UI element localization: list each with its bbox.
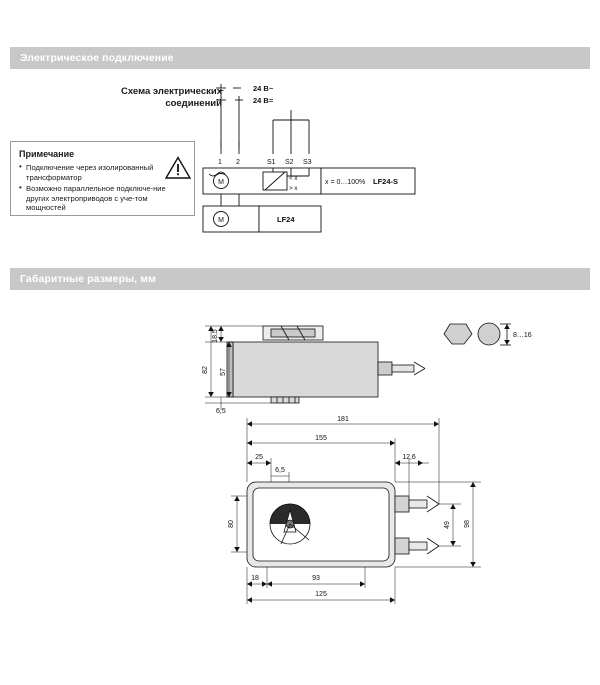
- section-header-electrical: [10, 47, 590, 69]
- dim-93: 93: [312, 575, 320, 582]
- section-title-dimensions: Габаритные размеры, мм: [20, 273, 156, 285]
- feedback-gt-label: > x: [289, 185, 298, 192]
- dim-6-5: 6,5: [275, 467, 285, 474]
- supply-label-dc: 24 В=: [253, 96, 274, 105]
- terminal-label: S1: [267, 159, 276, 166]
- dim-18: 18: [251, 575, 259, 582]
- wiring-diagram-title-line2: соединений: [165, 98, 222, 109]
- feedback-lt-label: < x: [289, 175, 298, 182]
- dimension-drawing: [185, 300, 545, 625]
- dim-8-16: 8…16: [513, 332, 532, 339]
- terminal-label: 1: [218, 159, 222, 166]
- dim-155: 155: [315, 435, 327, 442]
- list-item: • Возможно параллельное подключе-ние других электроприводов с уче-том мощностей: [19, 184, 186, 213]
- dim-12-6: 12,6: [402, 454, 416, 461]
- wiring-diagram-title-line1: Схема электрических: [121, 86, 222, 97]
- dim-82: 82: [202, 366, 209, 374]
- dim-98: 98: [464, 520, 471, 528]
- dim-18-5: 18,5: [212, 329, 219, 343]
- note-title: Примечание: [19, 149, 75, 159]
- terminal-label: S2: [285, 159, 294, 166]
- model-label-bottom: LF24: [277, 215, 295, 224]
- terminal-label: 2: [236, 159, 240, 166]
- dim-6-5-left: 6,5: [216, 408, 226, 415]
- motor-symbol: M: [218, 179, 224, 186]
- dim-25: 25: [255, 454, 263, 461]
- dim-125: 125: [315, 591, 327, 598]
- dim-49: 49: [444, 521, 451, 529]
- supply-label-ac: 24 В~: [253, 84, 274, 93]
- motor-symbol: M: [218, 217, 224, 224]
- model-label-top: LF24-S: [373, 177, 399, 186]
- dim-181: 181: [337, 416, 349, 423]
- section-title-electrical: Электрическое подключение: [20, 52, 174, 64]
- warning-triangle-icon: [165, 156, 191, 179]
- dim-80: 80: [228, 520, 235, 528]
- section-header-dimensions: [10, 268, 590, 290]
- range-label: x = 0…100%: [325, 179, 366, 186]
- list-item: • Подключение через изолированный трансформатор: [19, 163, 186, 182]
- dim-57: 57: [220, 368, 227, 376]
- wiring-schematic: [195, 80, 435, 245]
- terminal-label: S3: [303, 159, 312, 166]
